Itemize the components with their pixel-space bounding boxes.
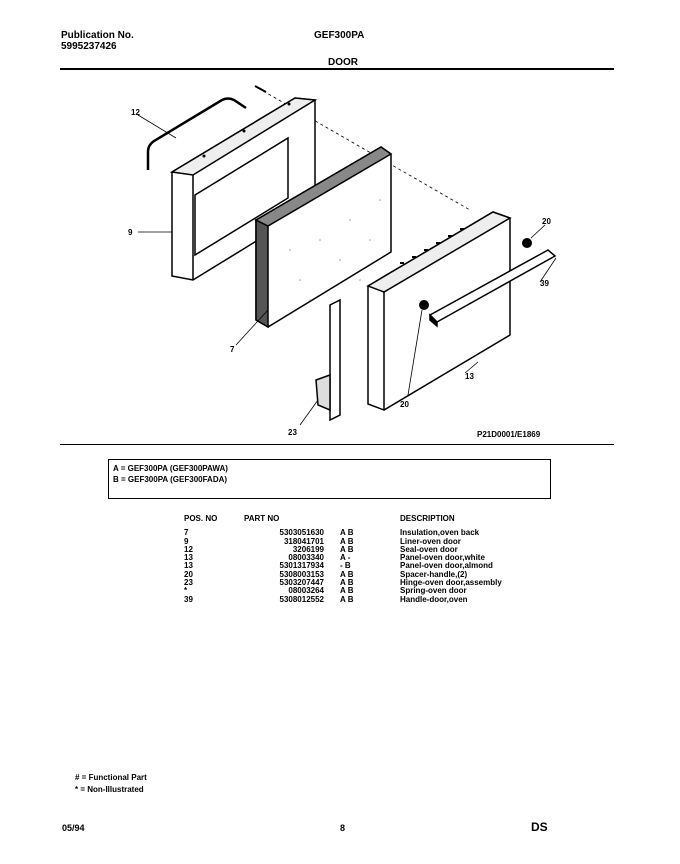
footer-code: DS (531, 820, 548, 834)
parts-header-row (184, 515, 540, 523)
row-models: A B (340, 569, 354, 579)
table-row (184, 579, 540, 587)
row-part: 5308003153 (279, 569, 324, 579)
row-part: 08003340 (288, 553, 324, 563)
row-models: A B (340, 594, 354, 604)
row-pos: 39 (184, 594, 193, 604)
table-row (184, 596, 540, 604)
table-row (184, 546, 540, 554)
row-description: Seal-oven door (400, 544, 458, 554)
row-models: A B (340, 578, 354, 588)
row-description: Panel-oven door,white (400, 553, 485, 563)
row-models: A B (340, 528, 354, 538)
section-title: DOOR (328, 57, 358, 68)
row-part: 5303207447 (279, 578, 324, 588)
legend-line-b: B = GEF300PA (GEF300FADA) (113, 475, 228, 484)
model-number: GEF300PA (314, 30, 365, 41)
callout-9: 9 (128, 228, 133, 237)
row-description: Insulation,oven back (400, 528, 480, 538)
publication-label: Publication No. (61, 30, 134, 41)
header-part: PART NO (244, 514, 280, 523)
row-pos: 9 (184, 536, 189, 546)
diagram-reference-code: P21D0001/E1869 (477, 430, 541, 439)
row-pos: 23 (184, 578, 193, 588)
legend-line-a: A = GEF300PA (GEF300PAWA) (113, 464, 228, 473)
header-pos: POS. NO (184, 514, 218, 523)
row-description: Hinge-oven door,assembly (400, 578, 502, 588)
table-row (184, 587, 540, 595)
row-part: 5308012552 (279, 594, 324, 604)
publication-number: 5995237426 (61, 41, 117, 52)
row-pos: 20 (184, 569, 193, 579)
callout-39: 39 (540, 279, 549, 288)
row-part: 5303051630 (279, 528, 324, 538)
header-models (324, 515, 400, 523)
row-description: Spacer-handle,(2) (400, 569, 468, 579)
table-row (184, 562, 540, 570)
diagram-rule (60, 444, 614, 445)
callout-20-lower: 20 (400, 400, 409, 409)
row-models: A B (340, 536, 354, 546)
parts-table (184, 515, 540, 604)
row-part: 08003264 (288, 586, 324, 596)
row-pos: 7 (184, 528, 189, 538)
callout-13: 13 (465, 372, 474, 381)
row-pos: * (184, 586, 188, 596)
row-pos: 12 (184, 544, 193, 554)
footer-date: 05/94 (62, 823, 85, 833)
table-row (184, 538, 540, 546)
row-models: A - (340, 553, 351, 563)
row-models: A B (340, 544, 354, 554)
screw (255, 86, 266, 92)
row-description: Liner-oven door (400, 536, 461, 546)
row-description: Handle-door,oven (400, 594, 468, 604)
table-row (184, 529, 540, 537)
callout-20-upper: 20 (542, 217, 551, 226)
callout-12: 12 (131, 108, 140, 117)
model-legend (108, 459, 551, 499)
footer-page-number: 8 (340, 823, 346, 833)
door-hinge (316, 300, 340, 420)
row-part: 318041701 (283, 536, 324, 546)
row-part: 3206199 (292, 544, 324, 554)
note-non-illustrated: * = Non-Illustrated (75, 785, 144, 794)
row-part: 5301317934 (279, 561, 324, 571)
header-description: DESCRIPTION (400, 514, 455, 523)
row-pos: 13 (184, 561, 193, 571)
note-functional-part: # = Functional Part (75, 773, 147, 782)
row-description: Panel-oven door,almond (400, 561, 493, 571)
row-models: - B (340, 561, 351, 571)
row-description: Spring-oven door (400, 586, 467, 596)
callout-7: 7 (230, 345, 235, 354)
row-models: A B (340, 586, 354, 596)
callout-23: 23 (288, 428, 297, 437)
row-pos: 13 (184, 553, 193, 563)
